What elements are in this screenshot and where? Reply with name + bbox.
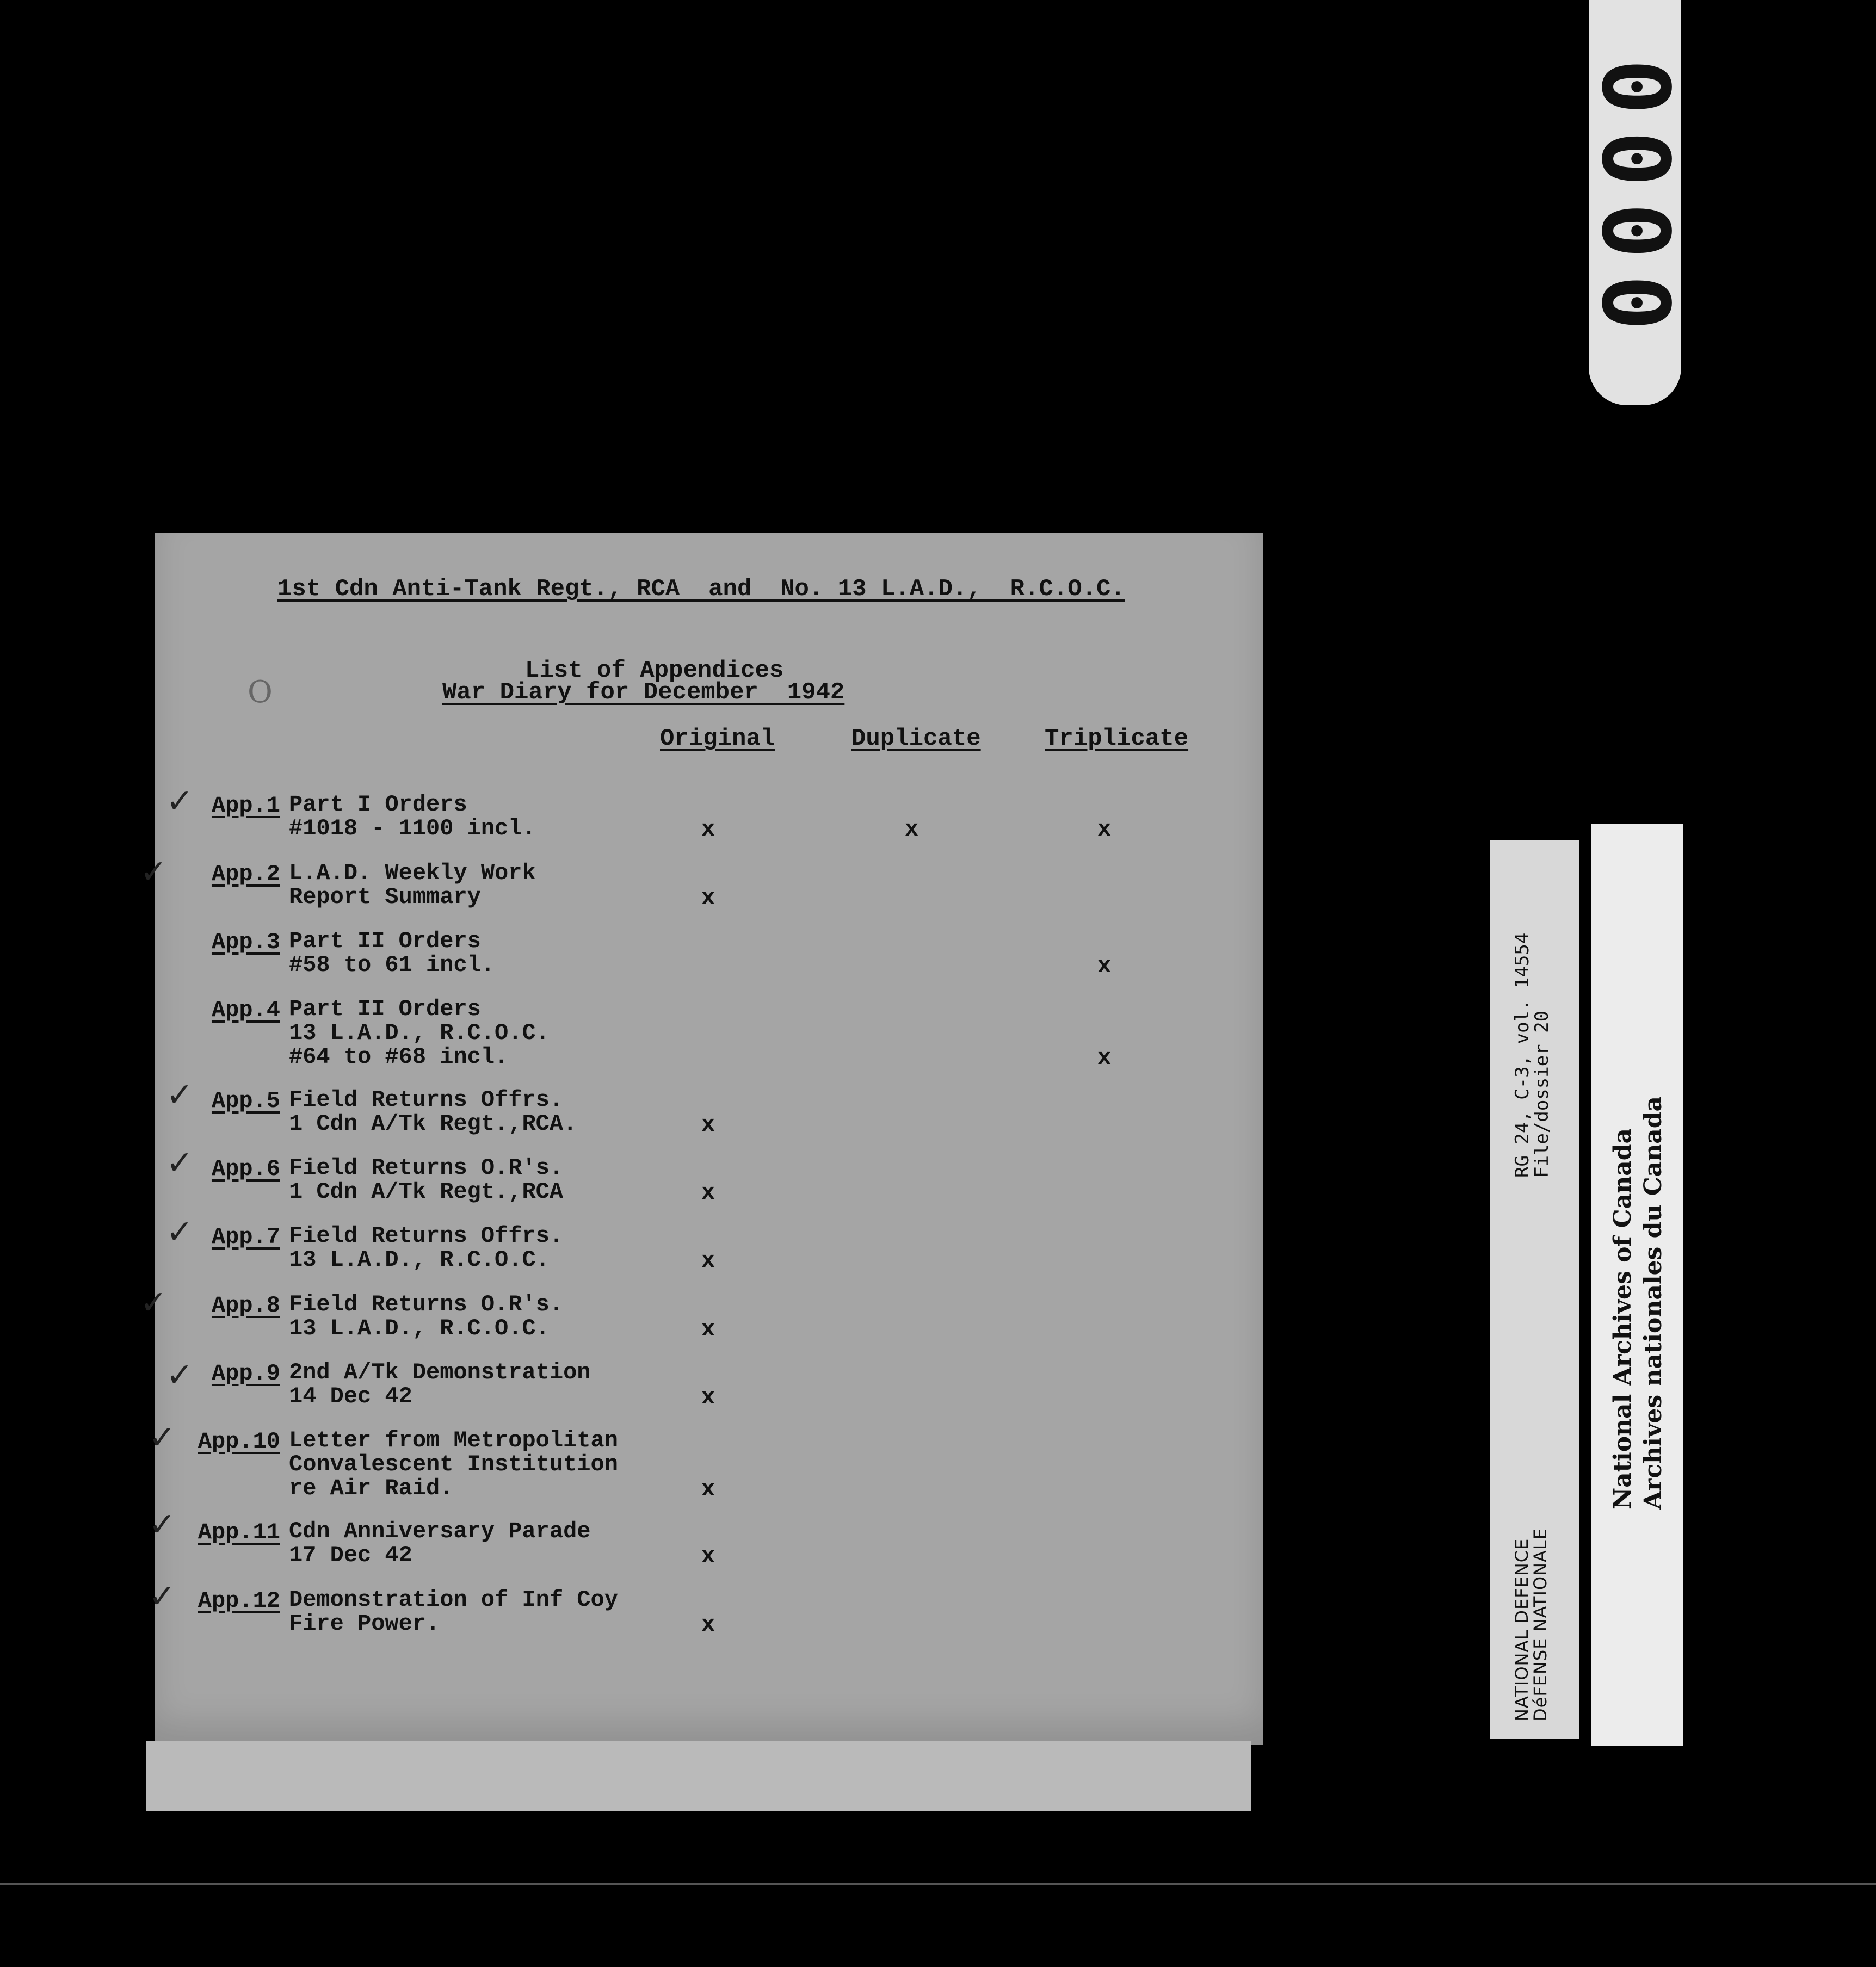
appendix-description-line: 13 L.A.D., R.C.O.C. <box>289 1247 550 1273</box>
appendix-description-line: 1 Cdn A/Tk Regt.,RCA. <box>289 1111 577 1137</box>
appendix-description-line: Field Returns Offrs. <box>289 1087 564 1113</box>
appendix-label: App.11 <box>198 1519 280 1545</box>
appendix-description-line: Field Returns O.R's. <box>289 1155 564 1181</box>
appendix-description <box>289 1224 563 1272</box>
checkmark-icon: ✓ <box>149 1578 176 1616</box>
copy-mark-original: x <box>701 1316 715 1343</box>
title-list-of-appendices: List of Appendices <box>525 657 784 684</box>
copy-mark-original: x <box>701 1476 715 1502</box>
copy-mark-triplicate: x <box>1097 817 1112 843</box>
archives-name: National Archives of Canada Archives nationales du Canada <box>1609 1096 1667 1510</box>
checkmark-icon: ✓ <box>149 1506 176 1544</box>
reference-number: RG 24, C-3, vol. 14554 File/dossier 20 <box>1511 932 1553 1178</box>
appendix-description <box>289 1428 618 1500</box>
film-edge-line <box>0 1883 1876 1885</box>
appendix-label: App.7 <box>211 1224 280 1250</box>
appendix-description <box>289 1588 618 1636</box>
appendix-description <box>289 793 536 840</box>
sheet-lower-edge <box>146 1741 1251 1811</box>
appendix-description-line: 13 L.A.D., R.C.O.C. <box>289 1315 550 1341</box>
appendix-description-line: Cdn Anniversary Parade <box>289 1518 591 1544</box>
appendix-description-line: Convalescent Institution <box>289 1451 618 1477</box>
appendix-label: App.8 <box>211 1292 280 1319</box>
appendix-label: App.6 <box>211 1156 280 1182</box>
checkmark-icon: ✓ <box>149 1419 176 1457</box>
appendix-label: App.9 <box>211 1360 280 1387</box>
appendix-description <box>289 1292 563 1340</box>
copy-mark-original: x <box>701 1384 715 1411</box>
copy-mark-duplicate: x <box>905 817 919 843</box>
appendix-description-line: Part II Orders <box>289 928 481 954</box>
appendix-description <box>289 1519 591 1567</box>
appendix-description-line: 13 L.A.D., R.C.O.C. <box>289 1020 550 1046</box>
frame-number-strip <box>1581 0 1689 405</box>
appendix-description-line: Part I Orders <box>289 791 467 818</box>
appendix-description-line: Field Returns O.R's. <box>289 1291 564 1317</box>
appendix-description-line: #58 to 61 incl. <box>289 952 495 978</box>
appendix-description-line: re Air Raid. <box>289 1475 454 1501</box>
appendix-description-line: Field Returns Offrs. <box>289 1223 564 1249</box>
appendix-description-line: 17 Dec 42 <box>289 1542 412 1568</box>
appendix-label: App.3 <box>211 929 280 955</box>
appendix-description-line: L.A.D. Weekly Work <box>289 860 536 886</box>
copy-mark-original: x <box>701 885 715 911</box>
appendix-description-line: 2nd A/Tk Demonstration <box>289 1359 591 1385</box>
appendix-label: App.2 <box>211 861 280 887</box>
appendix-label: App.4 <box>211 997 280 1023</box>
appendix-description-line: Report Summary <box>289 884 481 910</box>
punch-hole-mark: O <box>248 675 273 710</box>
column-header-duplicate: Duplicate <box>851 725 981 752</box>
copy-mark-original: x <box>701 1180 715 1206</box>
appendix-description-line: Part II Orders <box>289 996 481 1022</box>
appendix-label: App.10 <box>198 1428 280 1455</box>
copy-mark-original: x <box>701 1112 715 1138</box>
department-name: NATIONAL DEFENCE DéFENSE NATIONALE <box>1511 1528 1551 1722</box>
appendix-description-line: #64 to #68 incl. <box>289 1044 509 1070</box>
appendix-description <box>289 1088 577 1136</box>
appendix-description <box>289 1360 591 1408</box>
checkmark-icon: ✓ <box>140 853 168 891</box>
document-header: 1st Cdn Anti-Tank Regt., RCA and No. 13 L.A.D., R.C.O.C. <box>277 576 1125 603</box>
appendix-label: App.5 <box>211 1088 280 1114</box>
appendix-description-line: #1018 - 1100 incl. <box>289 815 536 842</box>
appendix-description <box>289 929 495 977</box>
appendix-description <box>289 997 550 1069</box>
appendix-description <box>289 861 536 909</box>
document-sheet <box>140 533 1263 1745</box>
archives-label-strip <box>1591 824 1683 1746</box>
appendix-description-line: 14 Dec 42 <box>289 1383 412 1409</box>
copy-mark-original: x <box>701 1248 715 1274</box>
copy-mark-triplicate: x <box>1097 953 1112 979</box>
appendix-label: App.12 <box>198 1588 280 1614</box>
checkmark-icon: ✓ <box>166 1076 194 1114</box>
copy-mark-original: x <box>701 817 715 843</box>
reference-label-strip <box>1490 840 1579 1739</box>
appendix-description-line: Demonstration of Inf Coy <box>289 1587 618 1613</box>
checkmark-icon: ✓ <box>166 1144 194 1182</box>
appendix-label: App.1 <box>211 793 280 819</box>
column-header-triplicate: Triplicate <box>1045 725 1189 752</box>
column-header-original: Original <box>660 725 775 752</box>
checkmark-icon: ✓ <box>166 1213 194 1251</box>
appendix-description-line: 1 Cdn A/Tk Regt.,RCA <box>289 1179 564 1205</box>
checkmark-icon: ✓ <box>140 1284 168 1322</box>
copy-mark-original: x <box>701 1543 715 1569</box>
appendix-description-line: Letter from Metropolitan <box>289 1427 618 1453</box>
appendix-description <box>289 1156 563 1204</box>
checkmark-icon: ✓ <box>166 1356 194 1394</box>
title-war-diary: War Diary for December 1942 <box>442 679 845 706</box>
checkmark-icon: ✓ <box>166 782 194 820</box>
frame-number: 0000 <box>1581 58 1689 347</box>
copy-mark-original: x <box>701 1612 715 1638</box>
appendix-description-line: Fire Power. <box>289 1611 440 1637</box>
copy-mark-triplicate: x <box>1097 1045 1112 1071</box>
